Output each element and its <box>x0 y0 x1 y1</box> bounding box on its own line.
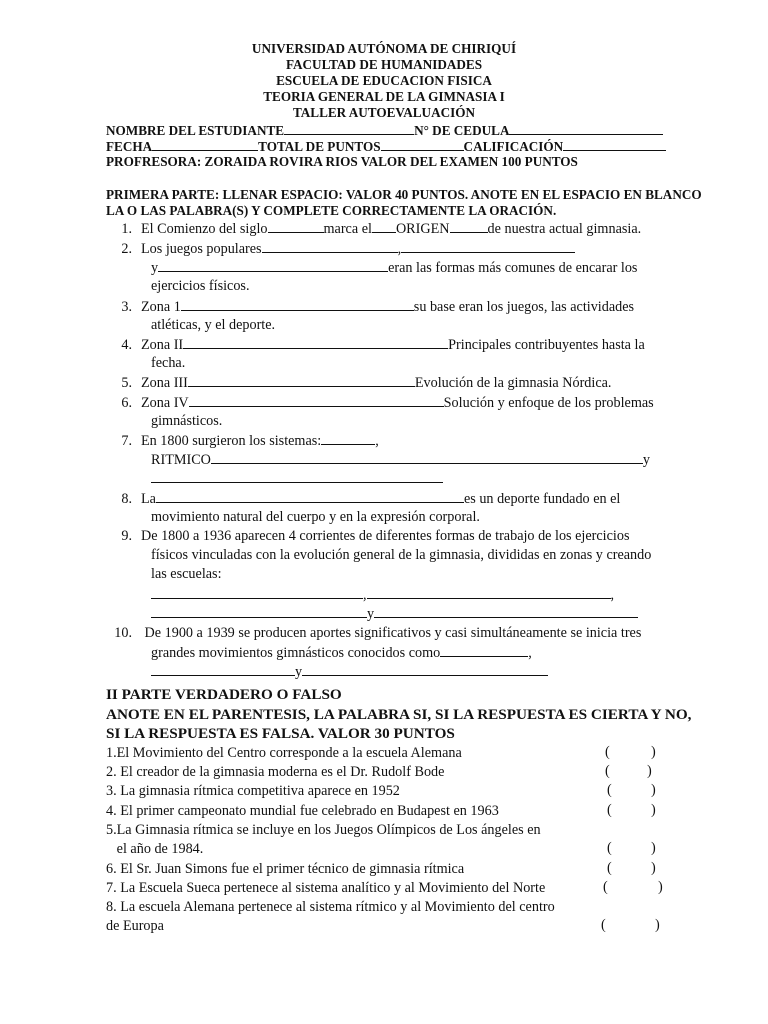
q7-blank-2[interactable] <box>211 450 643 464</box>
question-9-line-2: físicos vinculadas con la evolución general de la gimnasia, divididas en zonas y creando <box>151 547 652 563</box>
exam-page: UNIVERSIDAD AUTÓNOMA DE CHIRIQUÍ FACULTAD DE HUMANIDADES ESCUELA DE EDUCACION FISICA TEORIA GENERAL DE LA GIMNASIA I TALLER AUTOEVALUACIÓN NOMBRE DEL ESTUDIANTE N° DE CEDULA FECHA TOTAL DE PUNTOS CALIFICACIÓN PROFRESORA: ZORAIDA ROVIRA RIOS VALOR DEL EXAMEN 100 PUNTOS PRIMERA PARTE: LLENAR ESPACIO: VALOR 40 PUNTOS. ANOTE EN EL ESPACIO EN BLANCO LA O LAS PALABRA(S) Y COMPLETE CORRECTAMENTE LA ORACIÓN. 1. El Comienzo del siglo marca el ORIGEN de nuestra actual gimnasia. 2. Los juegos populares , y eran las formas más comunes de encarar los ejercicios físicos. 3. Zona 1 su base eran los juegos, las actividades atléticas, y el deporte. 4. Zona II Principales contribuyentes hasta la fecha. 5. Zona III Evolución de la gimnasia Nórdica. 6. Zona IV Solución y enfoque de los problemas gimnásticos. 7. En 1800 surgieron los sistemas: , RITMICO y 8. La es un deporte fundado en el movimiento natural del cuerpo y en la expresión corporal. 9. De 1800 a 1936 aparecen 4 corrientes de diferentes formas de trabajo de los ejercicios físicos vinculadas con la evolución general de la gimnasia, divididas en zonas y creando las escuelas: , , y 10. De 1900 a 1939 se producen aportes significativos y casi simultáneamente se inicia tres grandes movimientos gimnásticos conocidos como , y II PARTE VERDADERO O FALSO ANOTE EN EL PARENTESIS, LA PALABRA SI, SI LA RESPUESTA ES CIERTA Y NO, SI LA RESPUESTA ES FALSA. VALOR 30 PUNTOS 1.El Movimiento del Centro corresponde a la escuela Alemana ( ) 2. El creador de la gimnasia moderna es el Dr. Rudolf Bode ( ) 3. La gimnasia rítmica competitiva aparece en 1952 ( ) 4. El primer campeonato mundial fue celebrado en Budapest en 1963 ( ) 5.La Gimnasia rítmica se incluye en los Juegos Olímpicos de Los ángeles en el año de 1984. ( ) 6. El Sr. Juan Simons fue el primer técnico de gimnasia rítmica ( ) 7. La Escuela Sueca pertenece al sistema analítico y al Movimiento del Norte ( ) 8. La escuela Alemana pertenece al sistema rítmico y al Movimiento del centro de Europa ( ) <box>0 0 768 1024</box>
student-label: NOMBRE DEL ESTUDIANTE <box>106 123 285 138</box>
question-8: 8. La es un deporte fundado en el <box>121 491 621 507</box>
question-9-line-5: y <box>151 604 638 623</box>
part2-title: II PARTE VERDADERO O FALSO <box>106 686 342 703</box>
part2-instructions-2: SI LA RESPUESTA ES FALSA. VALOR 30 PUNTOS <box>106 725 455 742</box>
q9-blank-2[interactable] <box>367 585 611 599</box>
university-name: UNIVERSIDAD AUTÓNOMA DE CHIRIQUÍ <box>251 41 517 56</box>
workshop-title: TALLER AUTOEVALUACIÓN <box>292 105 476 120</box>
tf-item-1: 1.El Movimiento del Centro corresponde a la escuela Alemana <box>106 745 462 761</box>
question-6: 6. Zona IV Solución y enfoque de los problemas <box>121 395 654 411</box>
q7-blank-3[interactable] <box>151 469 443 483</box>
tf-item-2: 2. El creador de la gimnasia moderna es el Dr. Rudolf Bode <box>106 764 445 780</box>
question-2-line-3: ejercicios físicos. <box>151 278 250 294</box>
tf-item-4: 4. El primer campeonato mundial fue celebrado en Budapest en 1963 <box>106 803 499 819</box>
q4-blank[interactable] <box>183 335 448 349</box>
question-1: 1. El Comienzo del siglo marca el ORIGEN de nuestra actual gimnasia. <box>121 221 642 237</box>
grade-blank[interactable] <box>563 137 666 151</box>
date-blank[interactable] <box>152 137 258 151</box>
grade-label: CALIFICACIÓN <box>463 139 564 154</box>
question-10-line-3: y <box>151 662 548 681</box>
question-9-line-3: las escuelas: <box>151 566 222 582</box>
q6-blank[interactable] <box>189 393 444 407</box>
tf-item-8: 8. La escuela Alemana pertenece al sistema rítmico y al Movimiento del centro <box>106 899 555 915</box>
q8-blank[interactable] <box>156 489 464 503</box>
q5-blank[interactable] <box>188 373 415 387</box>
tf-item-5-line-2: el año de 1984. <box>106 841 204 857</box>
q3-blank[interactable] <box>181 297 414 311</box>
q10-blank-2[interactable] <box>151 662 295 676</box>
question-4: 4. Zona II Principales contribuyentes hasta la <box>121 337 645 353</box>
points-label: TOTAL DE PUNTOS <box>258 139 381 154</box>
question-4-line-2: fecha. <box>151 355 186 371</box>
question-9: 9. De 1800 a 1936 aparecen 4 corrientes de diferentes formas de trabajo de los ejercicios <box>121 528 630 544</box>
tf-item-5: 5.La Gimnasia rítmica se incluye en los Juegos Olímpicos de Los ángeles en <box>106 822 541 838</box>
id-label: N° DE CEDULA <box>414 123 510 138</box>
question-8-line-2: movimiento natural del cuerpo y en la expresión corporal. <box>151 509 480 525</box>
part2-instructions-1: ANOTE EN EL PARENTESIS, LA PALABRA SI, SI LA RESPUESTA ES CIERTA Y NO, <box>106 706 692 723</box>
professor-line: PROFRESORA: ZORAIDA ROVIRA RIOS VALOR DEL EXAMEN 100 PUNTOS <box>106 154 578 169</box>
question-10: 10. De 1900 a 1939 se producen aportes significativos y casi simultáneamente se inicia tres <box>114 625 642 641</box>
q9-blank-4[interactable] <box>374 604 638 618</box>
tf-item-3: 3. La gimnasia rítmica competitiva aparece en 1952 <box>106 783 400 799</box>
question-7-line-2: RITMICO y <box>151 452 650 468</box>
question-5: 5. Zona III Evolución de la gimnasia Nórdica. <box>121 375 612 391</box>
question-6-line-2: gimnásticos. <box>151 413 223 429</box>
q7-blank-1[interactable] <box>321 431 375 445</box>
q10-blank-1[interactable] <box>440 643 528 657</box>
q2-blank-1[interactable] <box>262 239 398 253</box>
question-3-line-2: atléticas, y el deporte. <box>151 317 276 333</box>
question-10-line-2: grandes movimientos gimnásticos conocidos como , <box>151 645 532 661</box>
question-3: 3. Zona 1 su base eran los juegos, las actividades <box>121 299 635 315</box>
student-name-blank[interactable] <box>284 121 414 135</box>
faculty-name: FACULTAD DE HUMANIDADES <box>285 57 483 72</box>
tf-item-7: 7. La Escuela Sueca pertenece al sistema analítico y al Movimiento del Norte <box>106 880 546 896</box>
course-name: TEORIA GENERAL DE LA GIMNASIA I <box>263 89 505 104</box>
question-7: 7. En 1800 surgieron los sistemas: , <box>121 433 379 449</box>
q9-blank-1[interactable] <box>151 585 363 599</box>
part1-instructions-2: LA O LAS PALABRA(S) Y COMPLETE CORRECTAMENTE LA ORACIÓN. <box>106 203 557 218</box>
q1-blank-2[interactable] <box>372 219 396 233</box>
question-7-line-3 <box>151 469 443 488</box>
question-2-line-2: y eran las formas más comunes de encarar los <box>151 260 638 276</box>
q2-blank-3[interactable] <box>158 258 388 272</box>
tf-item-8-line-2: de Europa <box>106 918 164 934</box>
q1-blank-3[interactable] <box>450 219 488 233</box>
part1-instructions-1: PRIMERA PARTE: LLENAR ESPACIO: VALOR 40 PUNTOS. ANOTE EN EL ESPACIO EN BLANCO <box>106 187 702 202</box>
school-name: ESCUELA DE EDUCACION FISICA <box>276 73 492 88</box>
id-blank[interactable] <box>509 121 663 135</box>
q9-blank-3[interactable] <box>151 604 367 618</box>
date-label: FECHA <box>106 139 153 154</box>
question-9-line-4: , , <box>151 585 614 604</box>
q2-blank-2[interactable] <box>401 239 575 253</box>
points-blank[interactable] <box>381 137 464 151</box>
tf-item-6: 6. El Sr. Juan Simons fue el primer técnico de gimnasia rítmica <box>106 861 465 877</box>
q10-blank-3[interactable] <box>302 662 548 676</box>
question-2: 2. Los juegos populares , <box>106 239 575 258</box>
q1-blank-1[interactable] <box>268 219 324 233</box>
